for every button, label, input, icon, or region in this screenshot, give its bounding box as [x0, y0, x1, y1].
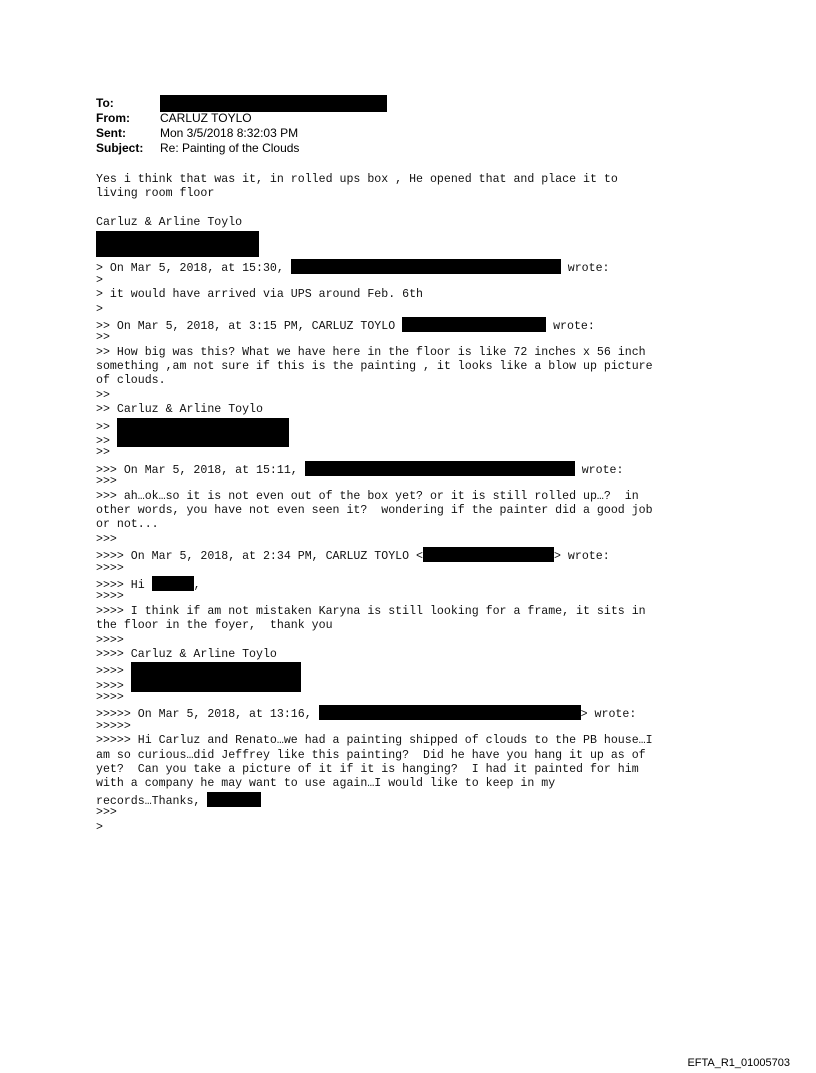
- quote-line: > it would have arrived via UPS around Feb. 6th: [96, 288, 423, 302]
- quote-line: >>>>: [96, 633, 124, 647]
- redaction-box: [117, 418, 289, 433]
- quote-line: >>>: [96, 806, 117, 820]
- quote-header: [96, 705, 736, 722]
- quote-header-start: >>> On Mar 5, 2018, at 15:11,: [96, 463, 305, 477]
- redaction-box: [305, 461, 575, 476]
- quote-header-start: >> On Mar 5, 2018, at 3:15 PM, CARLUZ TOYLO: [96, 319, 403, 333]
- subject-row: [96, 141, 696, 156]
- redaction-box: [117, 432, 289, 447]
- redaction-box: [152, 576, 194, 591]
- quote-line: with a company he may want to use again…I would like to keep in my: [96, 777, 556, 791]
- closing-text: records…Thanks,: [96, 794, 208, 808]
- quote-line: >>: [96, 331, 110, 345]
- quote-line: [96, 792, 736, 806]
- quote-header: [96, 547, 736, 564]
- sent-value: Mon 3/5/2018 8:32:03 PM: [160, 126, 299, 140]
- redaction-box: [160, 95, 387, 112]
- sent-label: Sent:: [96, 126, 126, 140]
- subject-label: Subject:: [96, 141, 144, 155]
- quote-line: >>: [96, 388, 110, 402]
- from-label: From:: [96, 111, 130, 125]
- quote-line: >>>>>: [96, 719, 131, 733]
- body-line: living room floor: [96, 187, 215, 201]
- greeting-end: ,: [193, 578, 201, 592]
- quote-header-end: > wrote:: [554, 550, 610, 564]
- quote-line: or not...: [96, 518, 159, 532]
- blank-line: [96, 202, 736, 216]
- quote-line: yet? Can you take a picture of it if it is hanging? I had it painted for him: [96, 763, 639, 777]
- quote-header: [96, 461, 736, 475]
- quote-line: >>>> I think if am not mistaken Karyna is still looking for a frame, it sits in: [96, 604, 646, 618]
- redaction-box: [207, 792, 261, 807]
- quote-line: [96, 576, 736, 590]
- quote-header-end: wrote:: [574, 463, 624, 477]
- quote-line: am so curious…did Jeffrey like this painting? Did he have you hang it up as of: [96, 748, 646, 762]
- quote-prefix: >>: [96, 420, 117, 434]
- quote-line: >>>> Carluz & Arline Toylo: [96, 647, 277, 661]
- quote-prefix: >>>>: [96, 665, 131, 679]
- quote-line: other words, you have not even seen it? wondering if the painter did a good job: [96, 503, 653, 517]
- quote-line: the floor in the foyer, thank you: [96, 619, 333, 633]
- quote-line: [96, 662, 736, 679]
- quote-prefix: >>: [96, 435, 117, 449]
- quote-line: >>>>> Hi Carluz and Renato…we had a painting shipped of clouds to the PB house…I: [96, 734, 653, 748]
- redaction-box: [423, 547, 554, 562]
- quote-line: >>>: [96, 475, 117, 489]
- quote-header-end: wrote:: [546, 319, 595, 333]
- email-header: [96, 96, 696, 156]
- sent-row: [96, 126, 696, 141]
- to-label: To:: [96, 96, 114, 110]
- quote-line: >> How big was this? What we have here in the floor is like 72 inches x 56 inch: [96, 345, 646, 359]
- subject-value: Re: Painting of the Clouds: [160, 141, 300, 155]
- redaction-box: [402, 317, 546, 332]
- to-row: [96, 96, 696, 111]
- body-line: Yes i think that was it, in rolled ups box , He opened that and place it to: [96, 173, 618, 186]
- quote-line: >: [96, 820, 103, 834]
- quote-header-end: wrote:: [560, 262, 610, 276]
- quote-line: >>>>: [96, 561, 124, 575]
- quote-line: [96, 432, 736, 449]
- document-id: EFTA_R1_01005703: [687, 1057, 790, 1069]
- quote-line: >>> ah…ok…so it is not even out of the box yet? or it is still rolled up…? in: [96, 489, 639, 503]
- from-value: CARLUZ TOYLO: [160, 111, 252, 125]
- quote-line: [96, 677, 736, 691]
- quote-prefix: >>>>: [96, 679, 131, 693]
- quote-header: [96, 259, 736, 276]
- quote-line: >: [96, 302, 103, 316]
- quote-line: >>>>: [96, 590, 124, 604]
- quote-header-end: > wrote:: [580, 708, 637, 722]
- blank-line: [96, 245, 736, 259]
- quote-line: >> Carluz & Arline Toylo: [96, 403, 263, 417]
- from-row: [96, 111, 696, 126]
- greeting-start: >>>> Hi: [96, 578, 152, 592]
- email-body: [96, 173, 736, 835]
- quote-line: [96, 418, 736, 432]
- redaction-box: [291, 259, 561, 274]
- quote-line: >>>: [96, 532, 117, 546]
- quote-header-start: >>>> On Mar 5, 2018, at 2:34 PM, CARLUZ TOYLO <: [96, 550, 423, 564]
- redacted-line: [96, 231, 736, 245]
- redaction-box: [131, 662, 301, 677]
- redaction-box: [131, 677, 301, 692]
- redaction-box: [319, 705, 581, 720]
- quote-header-start: >>>>> On Mar 5, 2018, at 13:16,: [96, 708, 319, 722]
- quote-header: [96, 317, 736, 331]
- quote-line: >: [96, 273, 103, 287]
- quote-line: of clouds.: [96, 374, 166, 388]
- quote-line: >>: [96, 446, 110, 460]
- quote-line: something ,am not sure if this is the painting , it looks like a blow up picture: [96, 360, 653, 374]
- quote-header-start: > On Mar 5, 2018, at 15:30,: [96, 262, 291, 276]
- signature-line: Carluz & Arline Toylo: [96, 216, 243, 230]
- quote-line: >>>>: [96, 691, 124, 705]
